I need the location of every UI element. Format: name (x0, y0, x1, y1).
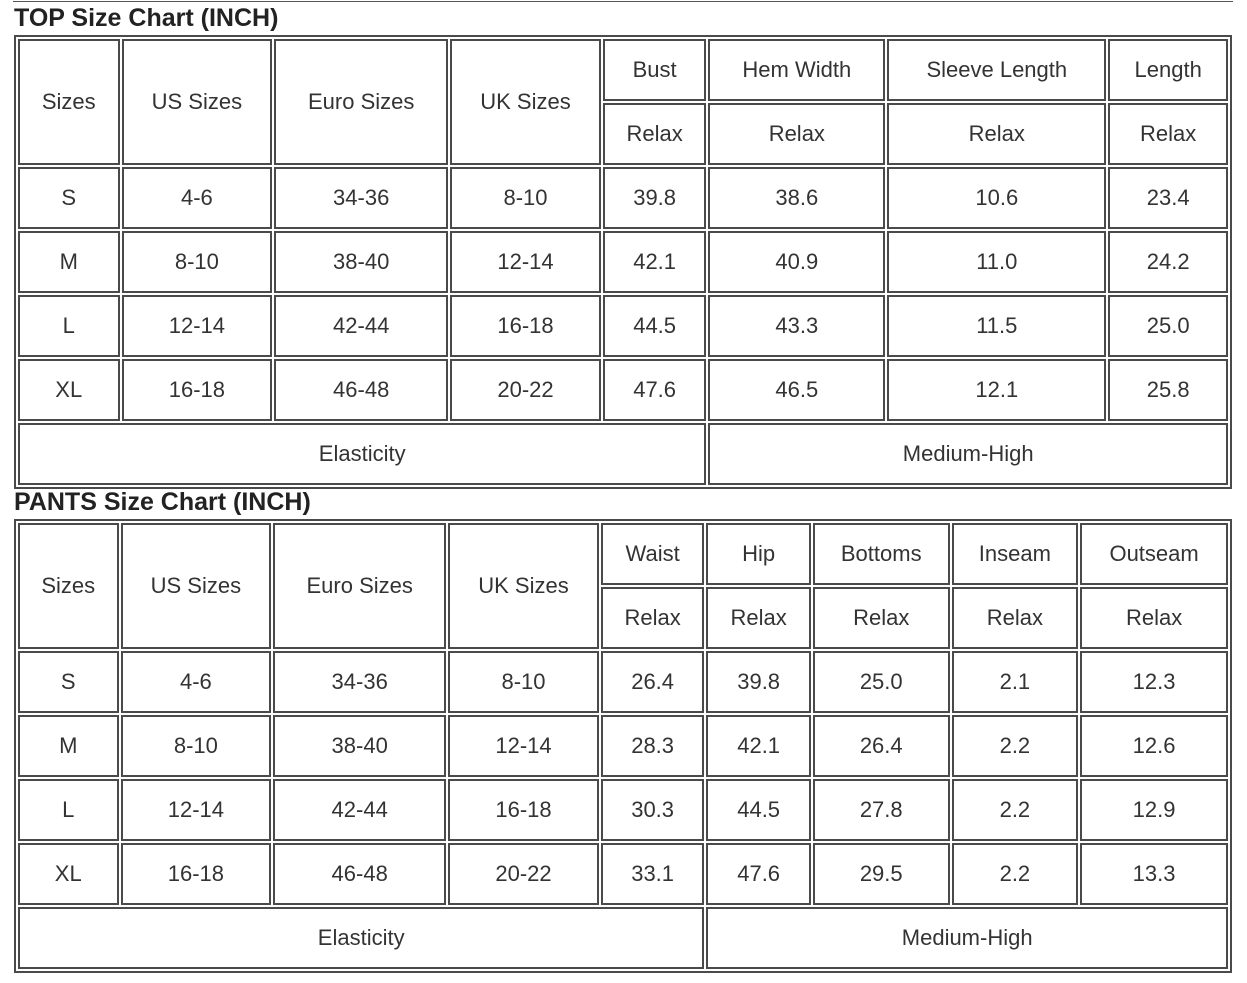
table-cell: L (18, 295, 120, 357)
fit-label: Relax (813, 587, 950, 649)
header-hem-width: Hem Width (708, 39, 885, 101)
table-cell: 16-18 (450, 295, 601, 357)
table-cell: 12-14 (121, 779, 272, 841)
pants-size-chart-title: PANTS Size Chart (INCH) (14, 488, 311, 516)
table-cell: 2.2 (952, 779, 1079, 841)
table-cell: 16-18 (122, 359, 273, 421)
table-cell: 44.5 (603, 295, 707, 357)
elasticity-value: Medium-High (708, 423, 1228, 485)
table-cell: 28.3 (601, 715, 705, 777)
table-cell: XL (18, 843, 119, 905)
table-cell: 38-40 (273, 715, 446, 777)
elasticity-label: Elasticity (18, 907, 704, 969)
table-cell: 47.6 (706, 843, 811, 905)
table-cell: 13.3 (1080, 843, 1228, 905)
table-cell: 2.2 (952, 843, 1079, 905)
header-outseam: Outseam (1080, 523, 1228, 585)
table-cell: 16-18 (121, 843, 272, 905)
table-cell: 12-14 (448, 715, 599, 777)
top-size-chart-title: TOP Size Chart (INCH) (14, 4, 279, 32)
fit-label: Relax (952, 587, 1079, 649)
table-cell: 12-14 (450, 231, 601, 293)
table-cell: 20-22 (450, 359, 601, 421)
table-cell: S (18, 651, 119, 713)
table-row (18, 843, 1228, 905)
table-cell: 30.3 (601, 779, 705, 841)
table-cell: 42.1 (706, 715, 811, 777)
fit-label: Relax (706, 587, 811, 649)
table-cell: 25.8 (1108, 359, 1228, 421)
header-bottoms: Bottoms (813, 523, 950, 585)
table-cell: 2.2 (952, 715, 1079, 777)
table-row (18, 295, 1228, 357)
table-cell: 24.2 (1108, 231, 1228, 293)
elasticity-row (18, 423, 1228, 485)
header-bust: Bust (603, 39, 707, 101)
top-size-chart-table (14, 35, 1232, 489)
table-row (18, 359, 1228, 421)
table-cell: 26.4 (813, 715, 950, 777)
table-cell: 12.6 (1080, 715, 1228, 777)
top-divider-line (13, 1, 1233, 2)
table-cell: 16-18 (448, 779, 599, 841)
table-cell: 23.4 (1108, 167, 1228, 229)
table-cell: 8-10 (450, 167, 601, 229)
table-cell: 2.1 (952, 651, 1079, 713)
table-cell: 38-40 (274, 231, 448, 293)
table-cell: L (18, 779, 119, 841)
header-sizes: Sizes (18, 523, 119, 649)
table-cell: 44.5 (706, 779, 811, 841)
table-cell: 4-6 (121, 651, 272, 713)
table-row (18, 651, 1228, 713)
table-cell: 4-6 (122, 167, 273, 229)
table-cell: 39.8 (603, 167, 707, 229)
table-cell: 25.0 (1108, 295, 1228, 357)
header-waist: Waist (601, 523, 705, 585)
table-cell: 47.6 (603, 359, 707, 421)
header-us-sizes: US Sizes (122, 39, 273, 165)
table-cell: 43.3 (708, 295, 885, 357)
table-cell: 34-36 (274, 167, 448, 229)
table-header-row (18, 39, 1228, 101)
table-cell: 42-44 (274, 295, 448, 357)
table-cell: 38.6 (708, 167, 885, 229)
fit-label: Relax (603, 103, 707, 165)
table-cell: 20-22 (448, 843, 599, 905)
header-uk-sizes: UK Sizes (450, 39, 601, 165)
fit-label: Relax (887, 103, 1106, 165)
table-cell: 12-14 (122, 295, 273, 357)
table-row (18, 231, 1228, 293)
table-row (18, 779, 1228, 841)
header-sizes: Sizes (18, 39, 120, 165)
table-cell: 42.1 (603, 231, 707, 293)
table-cell: 12.3 (1080, 651, 1228, 713)
table-cell: 33.1 (601, 843, 705, 905)
fit-label: Relax (601, 587, 705, 649)
table-row (18, 167, 1228, 229)
table-cell: 10.6 (887, 167, 1106, 229)
header-euro-sizes: Euro Sizes (273, 523, 446, 649)
table-cell: 39.8 (706, 651, 811, 713)
table-cell: M (18, 715, 119, 777)
table-cell: XL (18, 359, 120, 421)
elasticity-value: Medium-High (706, 907, 1228, 969)
table-header-row (18, 523, 1228, 585)
header-length: Length (1108, 39, 1228, 101)
table-cell: 12.1 (887, 359, 1106, 421)
table-cell: 42-44 (273, 779, 446, 841)
table-cell: 46.5 (708, 359, 885, 421)
table-cell: 25.0 (813, 651, 950, 713)
table-cell: 8-10 (122, 231, 273, 293)
table-cell: 27.8 (813, 779, 950, 841)
fit-label: Relax (1080, 587, 1228, 649)
table-cell: 12.9 (1080, 779, 1228, 841)
fit-label: Relax (1108, 103, 1228, 165)
table-row (18, 715, 1228, 777)
table-cell: 29.5 (813, 843, 950, 905)
table-cell: S (18, 167, 120, 229)
header-sleeve-length: Sleeve Length (887, 39, 1106, 101)
header-uk-sizes: UK Sizes (448, 523, 599, 649)
fit-label: Relax (708, 103, 885, 165)
elasticity-row (18, 907, 1228, 969)
table-cell: 8-10 (448, 651, 599, 713)
table-cell: 40.9 (708, 231, 885, 293)
table-cell: 46-48 (274, 359, 448, 421)
header-hip: Hip (706, 523, 811, 585)
elasticity-label: Elasticity (18, 423, 706, 485)
table-cell: 26.4 (601, 651, 705, 713)
table-cell: M (18, 231, 120, 293)
table-cell: 34-36 (273, 651, 446, 713)
table-cell: 11.0 (887, 231, 1106, 293)
pants-size-chart-table (14, 519, 1232, 973)
table-cell: 8-10 (121, 715, 272, 777)
header-inseam: Inseam (952, 523, 1079, 585)
table-cell: 46-48 (273, 843, 446, 905)
header-euro-sizes: Euro Sizes (274, 39, 448, 165)
header-us-sizes: US Sizes (121, 523, 272, 649)
table-cell: 11.5 (887, 295, 1106, 357)
